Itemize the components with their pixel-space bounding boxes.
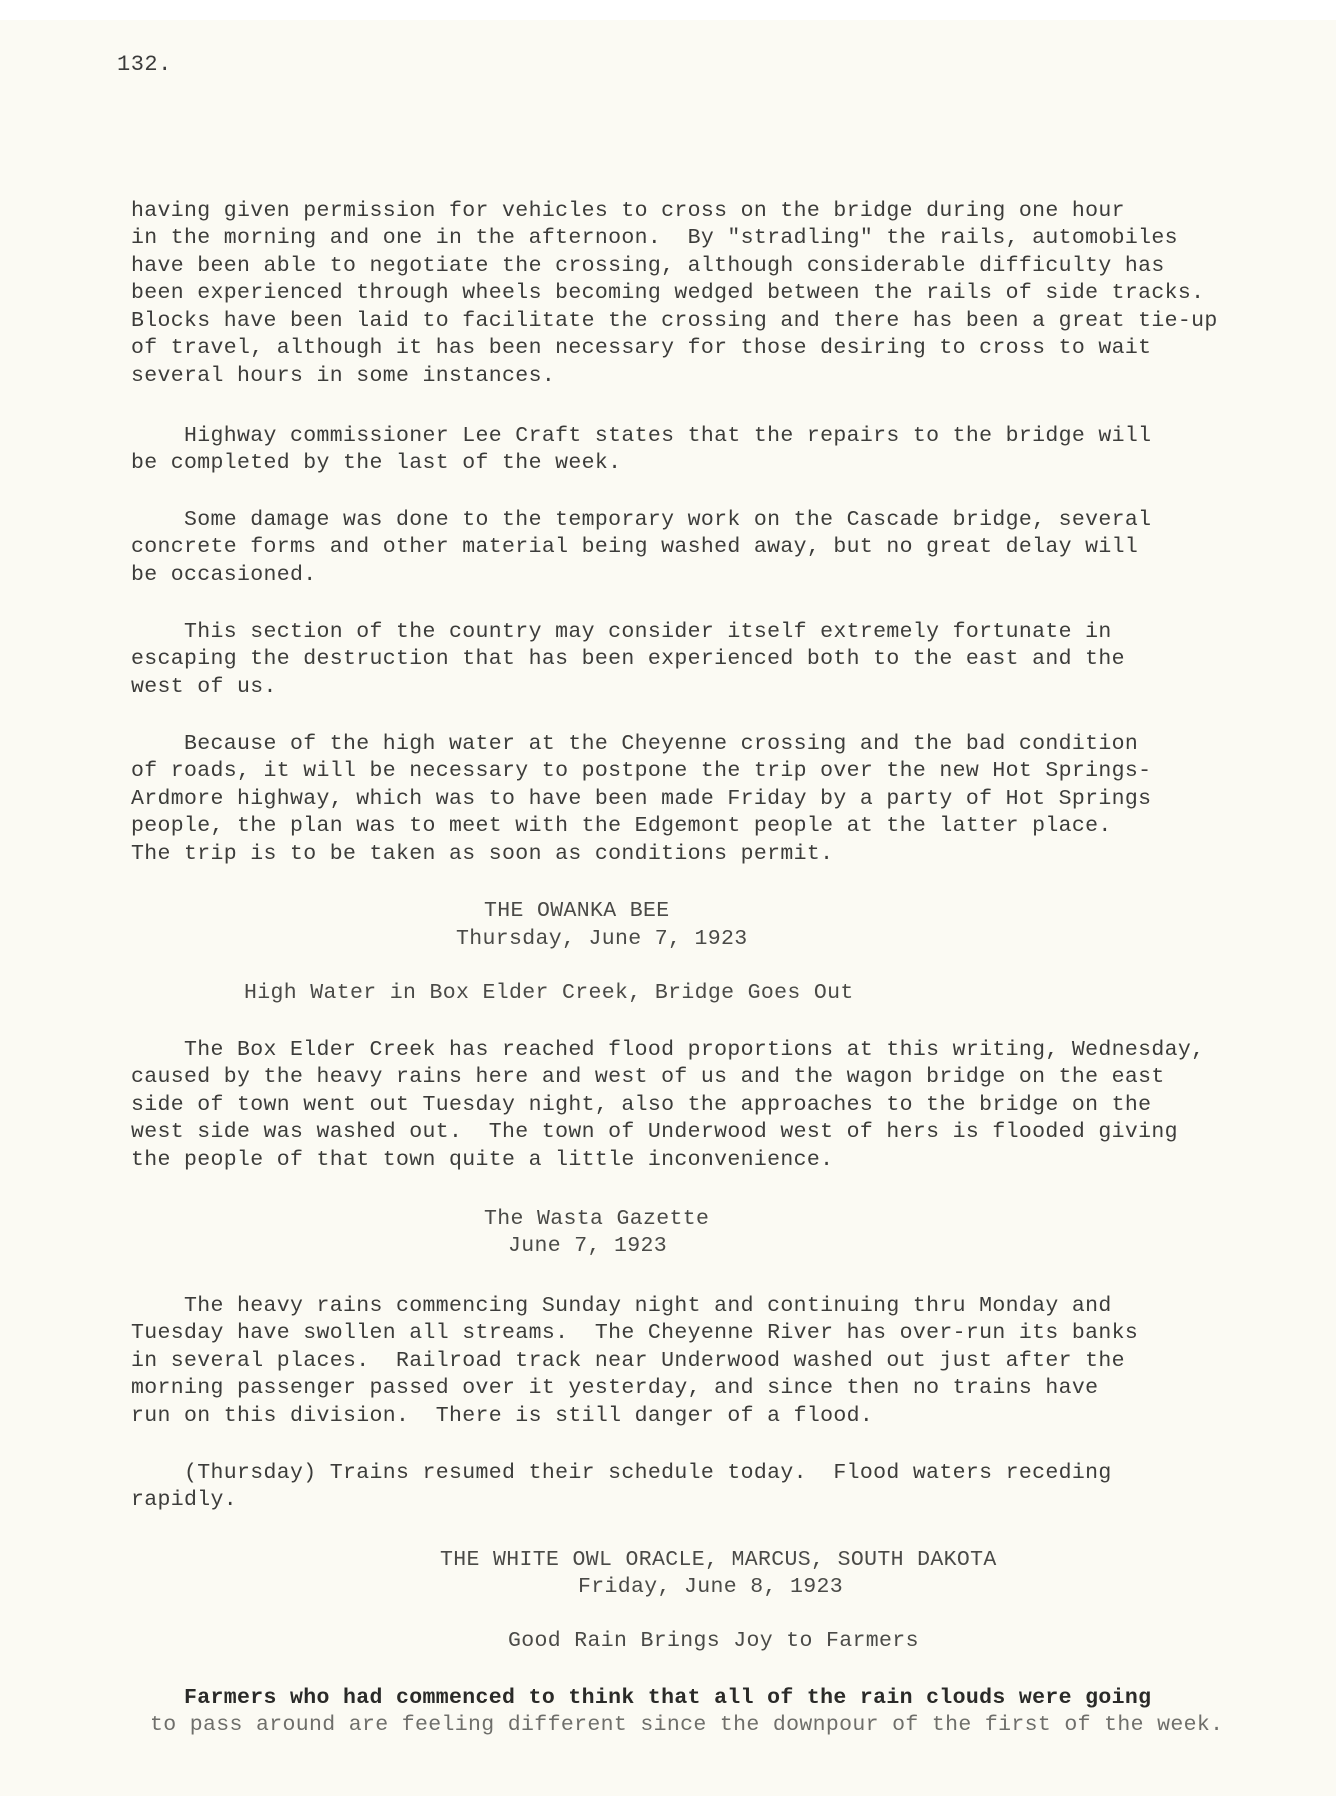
text-line: be occasioned.	[131, 563, 317, 587]
text-line: Blocks have been laid to facilitate the crossing and there has been a great tie-up	[131, 309, 1218, 333]
text-line: several hours in some instances.	[131, 364, 556, 388]
text-line: Tuesday have swollen all streams. The Cheyenne River has over-run its banks	[131, 1321, 1139, 1345]
newspaper-name: THE WHITE OWL ORACLE, MARCUS, SOUTH DAKOTA	[440, 1548, 997, 1572]
article-headline: High Water in Box Elder Creek, Bridge Goes Out	[244, 981, 854, 1005]
text-line: of travel, although it has been necessary for those desiring to cross to wait	[131, 336, 1152, 360]
text-line: escaping the destruction that has been experienced both to the east and the	[131, 647, 1125, 671]
text-line: the people of that town quite a little inconvenience.	[131, 1148, 834, 1172]
text-line: be completed by the last of the week.	[131, 451, 622, 475]
text-line: in the morning and one in the afternoon. By "stradling" the rails, automobiles	[131, 226, 1178, 250]
page-top-edge	[0, 0, 1336, 20]
text-line: been experienced through wheels becoming wedged between the rails of side tracks.	[131, 281, 1205, 305]
text-line: rapidly.	[131, 1488, 238, 1512]
text-line: Because of the high water at the Cheyenne crossing and the bad condition	[131, 732, 1139, 756]
text-line: morning passenger passed over it yesterday, and since then no trains have	[131, 1376, 1099, 1400]
text-line: Some damage was done to the temporary work on the Cascade bridge, several	[131, 508, 1152, 532]
text-line: (Thursday) Trains resumed their schedule today. Flood waters receding	[131, 1461, 1112, 1485]
newspaper-name: THE OWANKA BEE	[484, 899, 670, 923]
page-number: 132.	[117, 52, 172, 77]
text-line: having given permission for vehicles to cross on the bridge during one hour	[131, 199, 1125, 223]
text-line: west of us.	[131, 675, 277, 699]
article-headline: Good Rain Brings Joy to Farmers	[508, 1629, 919, 1653]
text-line: in several places. Railroad track near Underwood washed out just after the	[131, 1349, 1125, 1373]
text-line: to pass around are feeling different since the downpour of the first of the week.	[150, 1713, 1224, 1737]
text-line: Farmers who had commenced to think that all of the rain clouds were going	[131, 1686, 1152, 1710]
text-line: The Box Elder Creek has reached flood proportions at this writing, Wednesday,	[131, 1038, 1205, 1062]
newspaper-date: June 7, 1923	[508, 1234, 668, 1258]
text-line: caused by the heavy rains here and west of us and the wagon bridge on the east	[131, 1065, 1165, 1089]
text-line: concrete forms and other material being washed away, but no great delay will	[131, 535, 1139, 559]
newspaper-date: Friday, June 8, 1923	[578, 1575, 844, 1599]
text-line: Highway commissioner Lee Craft states that the repairs to the bridge will	[131, 424, 1152, 448]
text-line: west side was washed out. The town of Underwood west of hers is flooded giving	[131, 1120, 1178, 1144]
text-line: The trip is to be taken as soon as conditions permit.	[131, 842, 834, 866]
text-line: Ardmore highway, which was to have been made Friday by a party of Hot Springs	[131, 787, 1152, 811]
text-line: have been able to negotiate the crossing, although considerable difficulty has	[131, 254, 1165, 278]
text-line: This section of the country may consider itself extremely fortunate in	[131, 620, 1112, 644]
text-line: The heavy rains commencing Sunday night and continuing thru Monday and	[131, 1294, 1112, 1318]
text-line: people, the plan was to meet with the Edgemont people at the latter place.	[131, 814, 1112, 838]
newspaper-name: The Wasta Gazette	[484, 1207, 710, 1231]
text-line: side of town went out Tuesday night, also the approaches to the bridge on the	[131, 1093, 1152, 1117]
newspaper-date: Thursday, June 7, 1923	[456, 927, 748, 951]
text-line: of roads, it will be necessary to postpone the trip over the new Hot Springs-	[131, 759, 1152, 783]
text-line: run on this division. There is still danger of a flood.	[131, 1404, 874, 1428]
